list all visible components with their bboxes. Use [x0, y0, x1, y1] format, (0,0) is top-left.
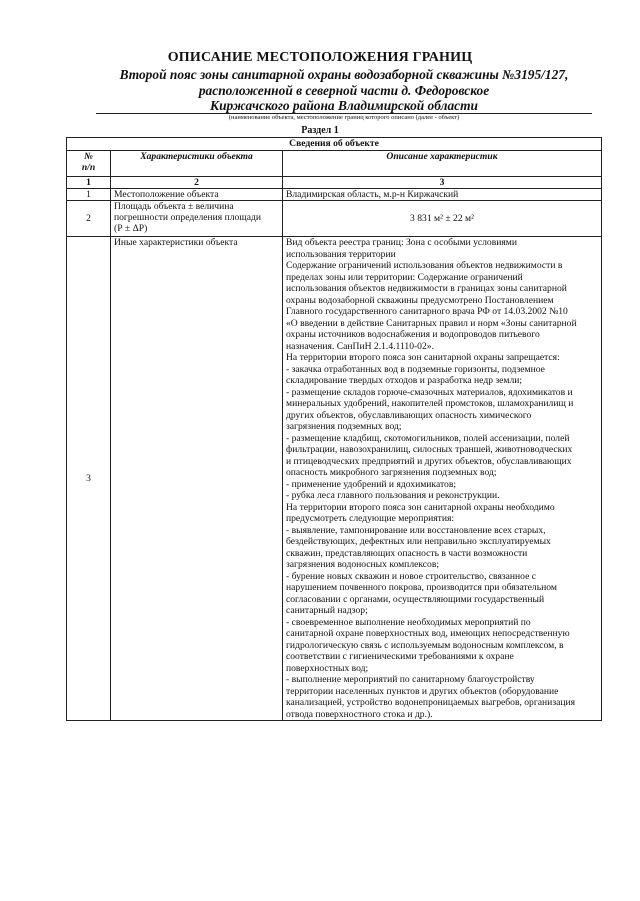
- document-title: ОПИСАНИЕ МЕСТОПОЛОЖЕНИЯ ГРАНИЦ: [167, 50, 473, 65]
- description-line: Содержание ограничений использования объектов недвижимости в: [286, 260, 563, 271]
- object-note: (наименование объекта, местоположение границ которого описано (далее - объект): [228, 114, 460, 121]
- description-line: - применение удобрений и ядохимикатов;: [286, 478, 457, 490]
- description-line: - своевременное выполнение необходимых мероприятий по: [286, 616, 531, 628]
- description-line: санитарной охране поверхностных вод, имеющих непосредственную: [286, 628, 570, 639]
- description-line: нарушением почвенного покрова, производится при обязательном: [286, 582, 557, 593]
- description-line: предусмотреть следующие мероприятия:: [286, 513, 455, 524]
- description-line: санитарный надзор;: [286, 605, 368, 616]
- description-line: и птицеводческих предприятий и других объектов, обуславливающих: [286, 455, 572, 467]
- subtitle-line: расположенной в северной части д. Федоровское: [198, 82, 490, 98]
- description-line: загрязнения водоносных комплексов;: [286, 559, 440, 570]
- description-line: складирование твердых отходов и разработка недр земли;: [286, 375, 523, 386]
- column-number-row: [67, 177, 602, 189]
- row-description: Владимирская область, м.р-н Киржачский: [283, 189, 602, 201]
- column-number: 3: [283, 177, 602, 189]
- description-line: - бурение новых скважин и новое строительство, связанное с: [286, 570, 536, 582]
- description-line: - размещение складов горюче-смазочных материалов, ядохимикатов и: [286, 386, 573, 398]
- table-row: [67, 237, 602, 721]
- description-line: канализацией, устройство водонепроницаемых выгребов, организация: [286, 697, 576, 708]
- row-characteristic: Иные характеристики объекта: [111, 237, 283, 721]
- table-header-row: [67, 151, 602, 177]
- description-line: использования территории: [286, 248, 396, 260]
- column-number: 1: [67, 177, 111, 189]
- description-line: - рубка леса главного пользования и реконструкции.: [286, 490, 500, 501]
- description-line: гидрологическую связь с используемым водоносным комплексом, в: [286, 639, 564, 651]
- row-description: [283, 237, 602, 721]
- header-description: Описание характеристик: [283, 151, 602, 177]
- description-line: - выявление, тампонирование или восстановление всех старых,: [286, 524, 546, 536]
- column-number: 2: [111, 177, 283, 189]
- description-line: отвода поверхностного стока и др.).: [286, 708, 433, 720]
- description-line: минеральных удобрений, накопителей промстоков, шламохранилищ и: [286, 398, 574, 409]
- description-line: Вид объекта реестра границ: Зона с особыми условиями: [286, 237, 517, 248]
- row-num: 3: [67, 237, 111, 721]
- row-num: 2: [67, 201, 111, 237]
- row-characteristic: Площадь объекта ± величина погрешности определения площади (Р ± ΔР): [111, 201, 283, 237]
- description-line: согласовании с органами, осуществляющими государственный: [286, 593, 545, 605]
- row-characteristic: Местоположение объекта: [111, 189, 283, 201]
- description-line: назначения. СанПиН 2.1.4.1110-02».: [286, 340, 434, 352]
- description-line: Главного государственного санитарного врача РФ от 14.03.2002 №10: [286, 306, 568, 317]
- subtitle-line: Второй пояс зоны санитарной охраны водозаборной скважины №3195/127,: [119, 67, 569, 82]
- description-line: других объектов, обуславливающих опасность химического: [286, 409, 532, 421]
- object-info-table: [66, 137, 602, 721]
- table-caption: Сведения об объекте: [67, 138, 602, 151]
- description-line: бездействующих, дефектных или неправильно эксплуатируемых: [286, 536, 551, 547]
- description-line: - выполнение мероприятий по санитарному благоустройству: [286, 674, 535, 685]
- description-line: фильтрации, навозохранилищ, силосных траншей, животноводческих: [286, 444, 573, 455]
- description-line: загрязнения подземных вод;: [286, 421, 402, 432]
- section-title: Раздел 1: [301, 125, 339, 136]
- description-line: - размещение кладбищ, скотомогильников, полей ассенизации, полей: [286, 432, 570, 444]
- description-line: охраны водозаборной скважины предусмотрено Постановлением: [286, 294, 554, 306]
- table-row: [67, 201, 602, 237]
- description-line: территории населенных пунктов и других объектов (оборудование: [286, 685, 559, 697]
- description-line: соответствии с гигиеническими требованиями к охране: [286, 651, 514, 662]
- description-line: охраны источников водоснабжения и водопроводов питьевого: [286, 329, 540, 340]
- description-line: использования объектов недвижимости в границах зоны санитарной: [286, 283, 567, 294]
- description-line: На территории второго пояса зон санитарной охраны необходимо: [286, 501, 555, 513]
- description-line: поверхностных вод;: [286, 662, 369, 674]
- table-row: [67, 189, 602, 201]
- row-num: 1: [67, 189, 111, 201]
- description-line: - закачка отработанных вод в подземные горизонты, подземное: [286, 363, 545, 375]
- description-line: «О введении в действие Санитарных правил и норм «Зоны санитарной: [286, 317, 577, 329]
- header-characteristic: Характеристики объекта: [111, 151, 283, 177]
- document-subtitle: [96, 67, 592, 114]
- description-line: опасность микробного загрязнения подземных вод;: [286, 467, 497, 478]
- header-num: № п/п: [67, 151, 111, 177]
- description-line: На территории второго пояса зон санитарной охраны запрещается:: [286, 352, 560, 363]
- description-line: скважин, представляющих опасность в части возможности: [286, 547, 528, 559]
- description-line: пределах зоны или территории: Содержание ограничений: [286, 271, 523, 283]
- table-caption-row: [67, 138, 602, 151]
- row-description: 3 831 м² ± 22 м²: [283, 201, 602, 237]
- subtitle-line: Киржачского района Владимирской области: [210, 98, 478, 114]
